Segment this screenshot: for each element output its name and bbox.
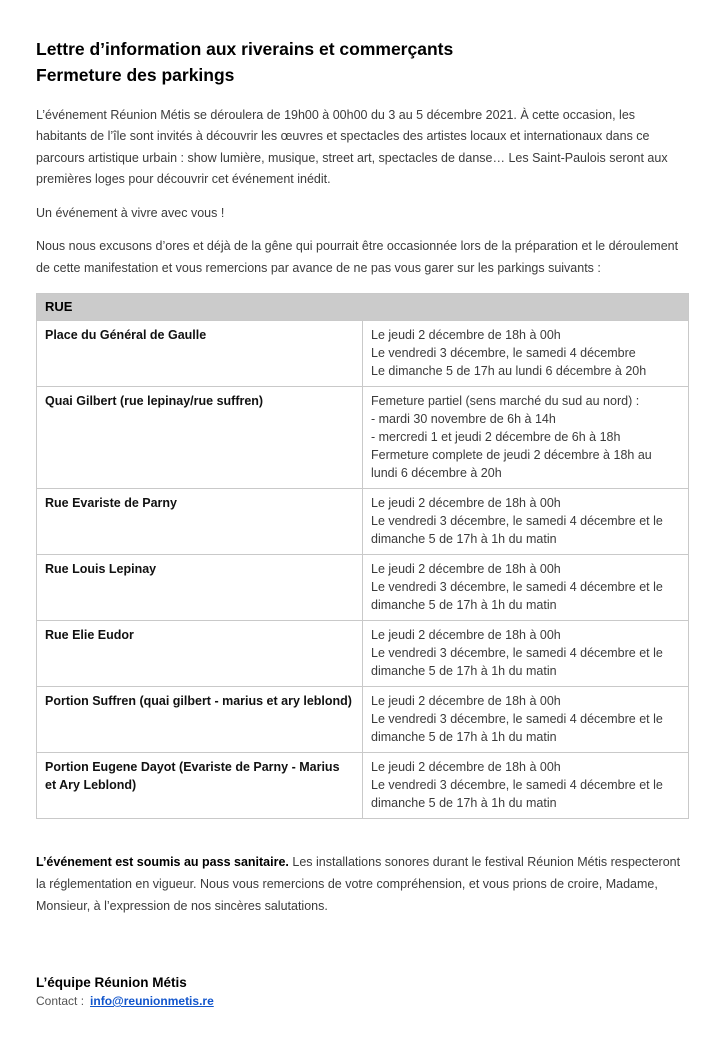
table-row (37, 687, 689, 753)
tagline-paragraph: Un événement à vivre avec vous ! (36, 205, 225, 220)
closure-times-cell (363, 555, 689, 621)
street-name-cell: Rue Evariste de Parny (37, 489, 363, 555)
closure-line: Le vendredi 3 décembre, le samedi 4 décembre et le dimanche 5 de 17h à 1h du matin (371, 514, 663, 546)
table-header-rue: RUE (37, 294, 689, 321)
closure-times-cell (363, 387, 689, 489)
closure-times-cell (363, 687, 689, 753)
street-name-cell: Portion Eugene Dayot (Evariste de Parny - Marius et Ary Leblond) (37, 753, 363, 819)
parking-closures-table (36, 293, 689, 819)
closure-line: Le jeudi 2 décembre de 18h à 00h (371, 562, 561, 576)
closure-line: Fermeture complete de jeudi 2 décembre à 18h au lundi 6 décembre à 20h (371, 448, 652, 480)
title-line-2: Fermeture des parkings (36, 65, 235, 86)
closure-line: Le jeudi 2 décembre de 18h à 00h (371, 628, 561, 642)
closure-line: Le vendredi 3 décembre, le samedi 4 décembre et le dimanche 5 de 17h à 1h du matin (371, 580, 663, 612)
pass-sanitaire-notice: L’événement est soumis au pass sanitaire. (36, 855, 289, 869)
apology-paragraph: Nous nous excusons d’ores et déjà de la gêne qui pourrait être occasionnée lors de la préparation et le déroulement de cette manifestation et vous remercions par avance de ne pas vous garer sur les parkings suivants : (36, 239, 679, 275)
street-name-cell: Rue Louis Lepinay (37, 555, 363, 621)
table-row (37, 489, 689, 555)
closure-line: Le vendredi 3 décembre, le samedi 4 décembre et le dimanche 5 de 17h à 1h du matin (371, 646, 663, 678)
closure-line: Le vendredi 3 décembre, le samedi 4 décembre (371, 346, 636, 360)
email-link[interactable]: info@reunionmetis.re (90, 994, 214, 1008)
closure-line: - mercredi 1 et jeudi 2 décembre de 6h à 18h (371, 430, 621, 444)
closure-line: Le vendredi 3 décembre, le samedi 4 décembre et le dimanche 5 de 17h à 1h du matin (371, 712, 663, 744)
street-name-cell: Quai Gilbert (rue lepinay/rue suffren) (37, 387, 363, 489)
closure-line: Le jeudi 2 décembre de 18h à 00h (371, 694, 561, 708)
street-name-cell: Portion Suffren (quai gilbert - marius et ary leblond) (37, 687, 363, 753)
closure-line: - mardi 30 novembre de 6h à 14h (371, 412, 556, 426)
closure-line: Le jeudi 2 décembre de 18h à 00h (371, 496, 561, 510)
table-row (37, 321, 689, 387)
street-name-cell: Place du Général de Gaulle (37, 321, 363, 387)
table-row (37, 753, 689, 819)
street-name-cell: Rue Elie Eudor (37, 621, 363, 687)
contact-label: Contact : (36, 994, 85, 1008)
closure-times-cell (363, 753, 689, 819)
closure-times-cell (363, 621, 689, 687)
table-header-row (37, 294, 689, 321)
closing-paragraph (36, 851, 689, 917)
intro-paragraph: L’événement Réunion Métis se déroulera de 19h00 à 00h00 du 3 au 5 décembre 2021. À cette occasion, les habitants de l’île sont invités à découvrir les œuvres et spectacles des artistes locaux et internationaux dans ce parcours artistique urbain : show lumière, musique, street art, spectacles de danse… Les Saint-Paulois seront aux premières loges pour découvrir cet événement inédit. (36, 107, 668, 186)
document-title (36, 36, 689, 89)
table-row (37, 555, 689, 621)
table-row (37, 387, 689, 489)
signature-team: L’équipe Réunion Métis (36, 975, 187, 990)
contact-line (36, 994, 689, 1008)
closing-text: Les installations sonores durant le festival Réunion Métis respecteront la réglementation en vigueur. Nous vous remercions de votre compréhension, et vous prions de croire, Madame, Monsieur, à l’expression de nos sincères salutations. (36, 855, 681, 913)
table-row (37, 621, 689, 687)
closure-times-cell (363, 489, 689, 555)
title-line-1: Lettre d’information aux riverains et commerçants (36, 39, 454, 59)
closure-line: Le vendredi 3 décembre, le samedi 4 décembre et le dimanche 5 de 17h à 1h du matin (371, 778, 663, 810)
signature-block (36, 975, 689, 1008)
closure-times-cell (363, 321, 689, 387)
closure-line: Femeture partiel (sens marché du sud au nord) : (371, 394, 640, 408)
closure-line: Le jeudi 2 décembre de 18h à 00h (371, 328, 561, 342)
closure-line: Le jeudi 2 décembre de 18h à 00h (371, 760, 561, 774)
closure-line: Le dimanche 5 de 17h au lundi 6 décembre à 20h (371, 364, 647, 378)
